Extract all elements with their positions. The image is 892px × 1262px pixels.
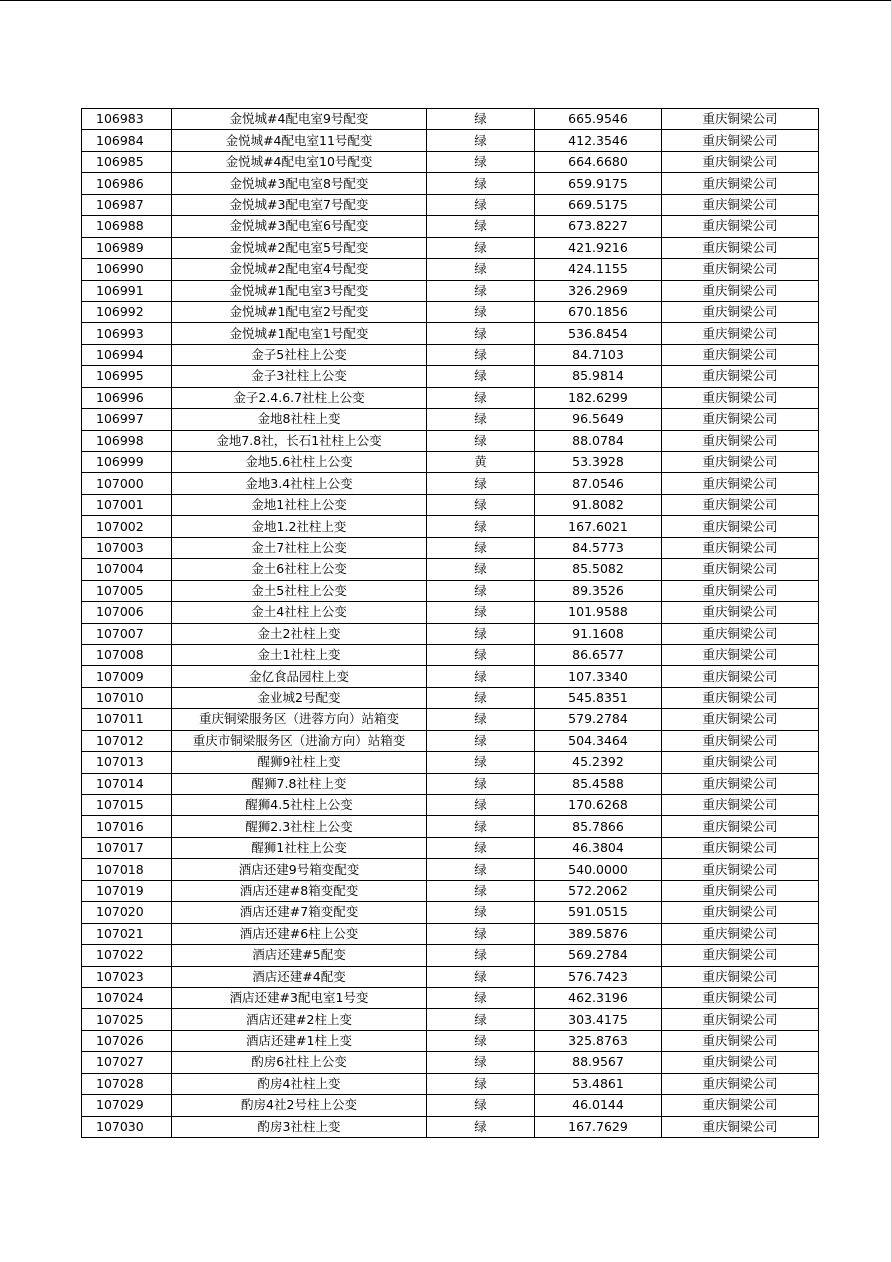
row-id-cell: 106994 [82,344,172,365]
row-value-cell: 670.1856 [535,301,662,322]
table-row [82,323,819,344]
row-value-cell: 182.6299 [535,387,662,408]
table-row [82,301,819,322]
row-id-cell: 106991 [82,280,172,301]
table-row [82,1095,819,1116]
row-id-cell: 107009 [82,666,172,687]
row-name-cell: 金土1社柱上变 [172,644,427,665]
row-value-cell: 89.3526 [535,580,662,601]
row-id-cell: 106999 [82,452,172,473]
row-name-cell: 金悦城#3配电室6号配变 [172,216,427,237]
row-status-cell: 绿 [427,473,535,494]
row-status-cell: 绿 [427,795,535,816]
row-value-cell: 326.2969 [535,280,662,301]
row-name-cell: 金土6社柱上公变 [172,559,427,580]
row-name-cell: 金业城2号配变 [172,687,427,708]
row-status-cell: 绿 [427,237,535,258]
row-org-cell: 重庆铜梁公司 [662,516,819,537]
row-org-cell: 重庆铜梁公司 [662,859,819,880]
row-org-cell: 重庆铜梁公司 [662,687,819,708]
row-org-cell: 重庆铜梁公司 [662,452,819,473]
row-value-cell: 569.2784 [535,945,662,966]
row-org-cell: 重庆铜梁公司 [662,902,819,923]
row-value-cell: 669.5175 [535,194,662,215]
table-row [82,280,819,301]
table-row [82,537,819,558]
row-id-cell: 107004 [82,559,172,580]
row-name-cell: 醒狮9社柱上变 [172,752,427,773]
row-org-cell: 重庆铜梁公司 [662,923,819,944]
row-org-cell: 重庆铜梁公司 [662,730,819,751]
table-row [82,987,819,1008]
row-value-cell: 46.3804 [535,837,662,858]
row-status-cell: 绿 [427,730,535,751]
row-status-cell: 绿 [427,516,535,537]
row-name-cell: 金地3.4社柱上公变 [172,473,427,494]
row-name-cell: 金地8社柱上变 [172,409,427,430]
row-name-cell: 金悦城#3配电室8号配变 [172,173,427,194]
row-name-cell: 醒狮7.8社柱上变 [172,773,427,794]
row-name-cell: 金悦城#3配电室7号配变 [172,194,427,215]
row-id-cell: 106992 [82,301,172,322]
row-id-cell: 106985 [82,151,172,172]
row-org-cell: 重庆铜梁公司 [662,666,819,687]
table-row [82,580,819,601]
table-row [82,516,819,537]
row-id-cell: 107024 [82,987,172,1008]
row-status-cell: 绿 [427,109,535,130]
row-id-cell: 107014 [82,773,172,794]
row-value-cell: 87.0546 [535,473,662,494]
table-row [82,880,819,901]
table-row [82,795,819,816]
row-name-cell: 金地1社柱上公变 [172,494,427,515]
row-status-cell: 绿 [427,987,535,1008]
row-id-cell: 106998 [82,430,172,451]
row-org-cell: 重庆铜梁公司 [662,1052,819,1073]
row-status-cell: 绿 [427,559,535,580]
row-value-cell: 88.9567 [535,1052,662,1073]
row-value-cell: 421.9216 [535,237,662,258]
row-id-cell: 107008 [82,644,172,665]
row-id-cell: 107017 [82,837,172,858]
row-status-cell: 绿 [427,666,535,687]
row-status-cell: 绿 [427,687,535,708]
row-org-cell: 重庆铜梁公司 [662,1009,819,1030]
row-status-cell: 绿 [427,752,535,773]
row-name-cell: 酒店还建#1柱上变 [172,1030,427,1051]
table-row [82,1073,819,1094]
table-row [82,409,819,430]
row-value-cell: 170.6268 [535,795,662,816]
row-id-cell: 107001 [82,494,172,515]
row-value-cell: 85.4588 [535,773,662,794]
row-name-cell: 金悦城#2配电室5号配变 [172,237,427,258]
row-status-cell: 绿 [427,430,535,451]
row-name-cell: 酒店还建9号箱变配变 [172,859,427,880]
row-id-cell: 106988 [82,216,172,237]
table-row [82,173,819,194]
table-row [82,752,819,773]
row-name-cell: 金悦城#4配电室10号配变 [172,151,427,172]
row-id-cell: 107019 [82,880,172,901]
row-org-cell: 重庆铜梁公司 [662,537,819,558]
row-org-cell: 重庆铜梁公司 [662,1073,819,1094]
row-org-cell: 重庆铜梁公司 [662,880,819,901]
row-status-cell: 绿 [427,816,535,837]
table-row [82,902,819,923]
table-row [82,494,819,515]
row-value-cell: 85.5082 [535,559,662,580]
row-status-cell: 绿 [427,709,535,730]
row-id-cell: 106997 [82,409,172,430]
table-row [82,216,819,237]
table-row [82,1009,819,1030]
row-name-cell: 重庆铜梁服务区（进蓉方向）站箱变 [172,709,427,730]
row-id-cell: 107021 [82,923,172,944]
row-name-cell: 醒狮4.5社柱上公变 [172,795,427,816]
row-id-cell: 107027 [82,1052,172,1073]
row-org-cell: 重庆铜梁公司 [662,966,819,987]
table-row [82,130,819,151]
row-name-cell: 金悦城#4配电室9号配变 [172,109,427,130]
row-status-cell: 绿 [427,301,535,322]
row-name-cell: 酒店还建#4配变 [172,966,427,987]
row-org-cell: 重庆铜梁公司 [662,1030,819,1051]
row-value-cell: 53.4861 [535,1073,662,1094]
row-value-cell: 665.9546 [535,109,662,130]
table-row [82,644,819,665]
row-status-cell: 绿 [427,1052,535,1073]
row-org-cell: 重庆铜梁公司 [662,494,819,515]
row-status-cell: 绿 [427,580,535,601]
row-id-cell: 106989 [82,237,172,258]
row-org-cell: 重庆铜梁公司 [662,301,819,322]
row-name-cell: 金悦城#1配电室3号配变 [172,280,427,301]
row-name-cell: 金土7社柱上公变 [172,537,427,558]
row-status-cell: 绿 [427,1116,535,1137]
row-status-cell: 绿 [427,644,535,665]
table-row [82,430,819,451]
row-org-cell: 重庆铜梁公司 [662,945,819,966]
row-name-cell: 金悦城#2配电室4号配变 [172,259,427,280]
row-value-cell: 424.1155 [535,259,662,280]
row-name-cell: 酒店还建#2柱上变 [172,1009,427,1030]
row-name-cell: 金土5社柱上公变 [172,580,427,601]
row-id-cell: 107012 [82,730,172,751]
row-status-cell: 黄 [427,452,535,473]
row-org-cell: 重庆铜梁公司 [662,409,819,430]
table-row [82,623,819,644]
row-value-cell: 303.4175 [535,1009,662,1030]
row-org-cell: 重庆铜梁公司 [662,259,819,280]
row-name-cell: 酌房3社柱上变 [172,1116,427,1137]
row-value-cell: 85.7866 [535,816,662,837]
row-value-cell: 107.3340 [535,666,662,687]
row-id-cell: 107000 [82,473,172,494]
table-row [82,687,819,708]
row-name-cell: 金地5.6社柱上公变 [172,452,427,473]
row-value-cell: 659.9175 [535,173,662,194]
row-status-cell: 绿 [427,623,535,644]
table-row [82,837,819,858]
row-org-cell: 重庆铜梁公司 [662,773,819,794]
row-id-cell: 107020 [82,902,172,923]
table-row [82,859,819,880]
row-org-cell: 重庆铜梁公司 [662,473,819,494]
row-org-cell: 重庆铜梁公司 [662,130,819,151]
row-id-cell: 106990 [82,259,172,280]
row-status-cell: 绿 [427,880,535,901]
row-value-cell: 545.8351 [535,687,662,708]
row-status-cell: 绿 [427,1009,535,1030]
row-org-cell: 重庆铜梁公司 [662,194,819,215]
row-status-cell: 绿 [427,537,535,558]
row-id-cell: 107013 [82,752,172,773]
row-status-cell: 绿 [427,923,535,944]
table-row [82,709,819,730]
table-row [82,452,819,473]
row-name-cell: 酒店还建#7箱变配变 [172,902,427,923]
row-org-cell: 重庆铜梁公司 [662,173,819,194]
row-id-cell: 106983 [82,109,172,130]
row-value-cell: 576.7423 [535,966,662,987]
row-org-cell: 重庆铜梁公司 [662,644,819,665]
row-value-cell: 45.2392 [535,752,662,773]
row-id-cell: 107015 [82,795,172,816]
row-status-cell: 绿 [427,409,535,430]
row-status-cell: 绿 [427,216,535,237]
row-id-cell: 107011 [82,709,172,730]
row-org-cell: 重庆铜梁公司 [662,987,819,1008]
row-org-cell: 重庆铜梁公司 [662,216,819,237]
row-name-cell: 酌房4社柱上变 [172,1073,427,1094]
page-top-border [0,0,892,1]
table-row [82,773,819,794]
row-value-cell: 412.3546 [535,130,662,151]
table-row [82,366,819,387]
table-row [82,387,819,408]
row-value-cell: 91.8082 [535,494,662,515]
transformer-table [81,108,819,1138]
row-id-cell: 107028 [82,1073,172,1094]
table-row [82,1030,819,1051]
row-status-cell: 绿 [427,945,535,966]
row-org-cell: 重庆铜梁公司 [662,1095,819,1116]
row-id-cell: 107023 [82,966,172,987]
row-status-cell: 绿 [427,966,535,987]
row-status-cell: 绿 [427,194,535,215]
row-name-cell: 金地1.2社柱上变 [172,516,427,537]
row-id-cell: 106995 [82,366,172,387]
row-name-cell: 酌房4社2号柱上公变 [172,1095,427,1116]
row-id-cell: 107005 [82,580,172,601]
row-name-cell: 酌房6社柱上公变 [172,1052,427,1073]
row-org-cell: 重庆铜梁公司 [662,752,819,773]
row-status-cell: 绿 [427,902,535,923]
row-status-cell: 绿 [427,344,535,365]
row-name-cell: 金悦城#1配电室2号配变 [172,301,427,322]
row-id-cell: 106993 [82,323,172,344]
row-org-cell: 重庆铜梁公司 [662,816,819,837]
row-value-cell: 86.6577 [535,644,662,665]
row-org-cell: 重庆铜梁公司 [662,323,819,344]
table-row [82,151,819,172]
row-id-cell: 107010 [82,687,172,708]
row-name-cell: 重庆市铜梁服务区（进渝方向）站箱变 [172,730,427,751]
row-value-cell: 572.2062 [535,880,662,901]
row-status-cell: 绿 [427,859,535,880]
table-row [82,816,819,837]
row-value-cell: 53.3928 [535,452,662,473]
row-status-cell: 绿 [427,366,535,387]
row-name-cell: 酒店还建#3配电室1号变 [172,987,427,1008]
row-id-cell: 107003 [82,537,172,558]
row-status-cell: 绿 [427,173,535,194]
table-row [82,666,819,687]
table-row [82,730,819,751]
row-id-cell: 107026 [82,1030,172,1051]
row-org-cell: 重庆铜梁公司 [662,559,819,580]
row-id-cell: 107007 [82,623,172,644]
table-row [82,194,819,215]
row-value-cell: 504.3464 [535,730,662,751]
row-name-cell: 金土2社柱上变 [172,623,427,644]
row-value-cell: 673.8227 [535,216,662,237]
row-name-cell: 金地7.8社，长石1社柱上公变 [172,430,427,451]
row-id-cell: 106996 [82,387,172,408]
table-row [82,1052,819,1073]
row-status-cell: 绿 [427,259,535,280]
row-org-cell: 重庆铜梁公司 [662,366,819,387]
table-row [82,259,819,280]
row-org-cell: 重庆铜梁公司 [662,151,819,172]
row-id-cell: 106986 [82,173,172,194]
row-id-cell: 107016 [82,816,172,837]
row-name-cell: 酒店还建#5配变 [172,945,427,966]
row-value-cell: 536.8454 [535,323,662,344]
row-status-cell: 绿 [427,1073,535,1094]
row-org-cell: 重庆铜梁公司 [662,795,819,816]
row-name-cell: 金子5社柱上公变 [172,344,427,365]
table-row [82,559,819,580]
row-value-cell: 462.3196 [535,987,662,1008]
row-name-cell: 金子3社柱上公变 [172,366,427,387]
row-name-cell: 醒狮1社柱上公变 [172,837,427,858]
row-value-cell: 96.5649 [535,409,662,430]
row-org-cell: 重庆铜梁公司 [662,580,819,601]
row-name-cell: 金悦城#4配电室11号配变 [172,130,427,151]
row-name-cell: 金悦城#1配电室1号配变 [172,323,427,344]
row-value-cell: 389.5876 [535,923,662,944]
row-status-cell: 绿 [427,130,535,151]
row-org-cell: 重庆铜梁公司 [662,709,819,730]
row-id-cell: 107025 [82,1009,172,1030]
row-value-cell: 167.6021 [535,516,662,537]
row-org-cell: 重庆铜梁公司 [662,237,819,258]
row-status-cell: 绿 [427,387,535,408]
row-status-cell: 绿 [427,1030,535,1051]
row-status-cell: 绿 [427,602,535,623]
row-value-cell: 46.0144 [535,1095,662,1116]
table-row [82,1116,819,1137]
row-name-cell: 金亿食品园柱上变 [172,666,427,687]
table-row [82,473,819,494]
row-org-cell: 重庆铜梁公司 [662,837,819,858]
row-value-cell: 579.2784 [535,709,662,730]
row-org-cell: 重庆铜梁公司 [662,387,819,408]
row-org-cell: 重庆铜梁公司 [662,430,819,451]
row-org-cell: 重庆铜梁公司 [662,109,819,130]
row-value-cell: 88.0784 [535,430,662,451]
row-org-cell: 重庆铜梁公司 [662,623,819,644]
row-name-cell: 金土4社柱上公变 [172,602,427,623]
row-name-cell: 金子2.4.6.7社柱上公变 [172,387,427,408]
row-value-cell: 664.6680 [535,151,662,172]
row-name-cell: 酒店还建#8箱变配变 [172,880,427,901]
table-row [82,945,819,966]
row-value-cell: 167.7629 [535,1116,662,1137]
row-name-cell: 酒店还建#6柱上公变 [172,923,427,944]
table-row [82,344,819,365]
row-value-cell: 84.5773 [535,537,662,558]
row-status-cell: 绿 [427,323,535,344]
table-row [82,237,819,258]
table-body [82,109,819,1138]
row-org-cell: 重庆铜梁公司 [662,344,819,365]
table-row [82,966,819,987]
table-row [82,109,819,130]
row-status-cell: 绿 [427,773,535,794]
row-value-cell: 84.7103 [535,344,662,365]
row-id-cell: 107002 [82,516,172,537]
row-id-cell: 106984 [82,130,172,151]
row-org-cell: 重庆铜梁公司 [662,280,819,301]
row-status-cell: 绿 [427,837,535,858]
row-id-cell: 107029 [82,1095,172,1116]
row-name-cell: 醒狮2.3社柱上公变 [172,816,427,837]
row-value-cell: 591.0515 [535,902,662,923]
row-status-cell: 绿 [427,494,535,515]
row-id-cell: 107018 [82,859,172,880]
table-row [82,923,819,944]
row-value-cell: 540.0000 [535,859,662,880]
table-row [82,602,819,623]
row-org-cell: 重庆铜梁公司 [662,1116,819,1137]
row-value-cell: 101.9588 [535,602,662,623]
row-org-cell: 重庆铜梁公司 [662,602,819,623]
row-status-cell: 绿 [427,151,535,172]
row-id-cell: 107022 [82,945,172,966]
row-id-cell: 107006 [82,602,172,623]
row-value-cell: 325.8763 [535,1030,662,1051]
row-status-cell: 绿 [427,280,535,301]
row-value-cell: 91.1608 [535,623,662,644]
row-id-cell: 107030 [82,1116,172,1137]
row-id-cell: 106987 [82,194,172,215]
row-status-cell: 绿 [427,1095,535,1116]
row-value-cell: 85.9814 [535,366,662,387]
